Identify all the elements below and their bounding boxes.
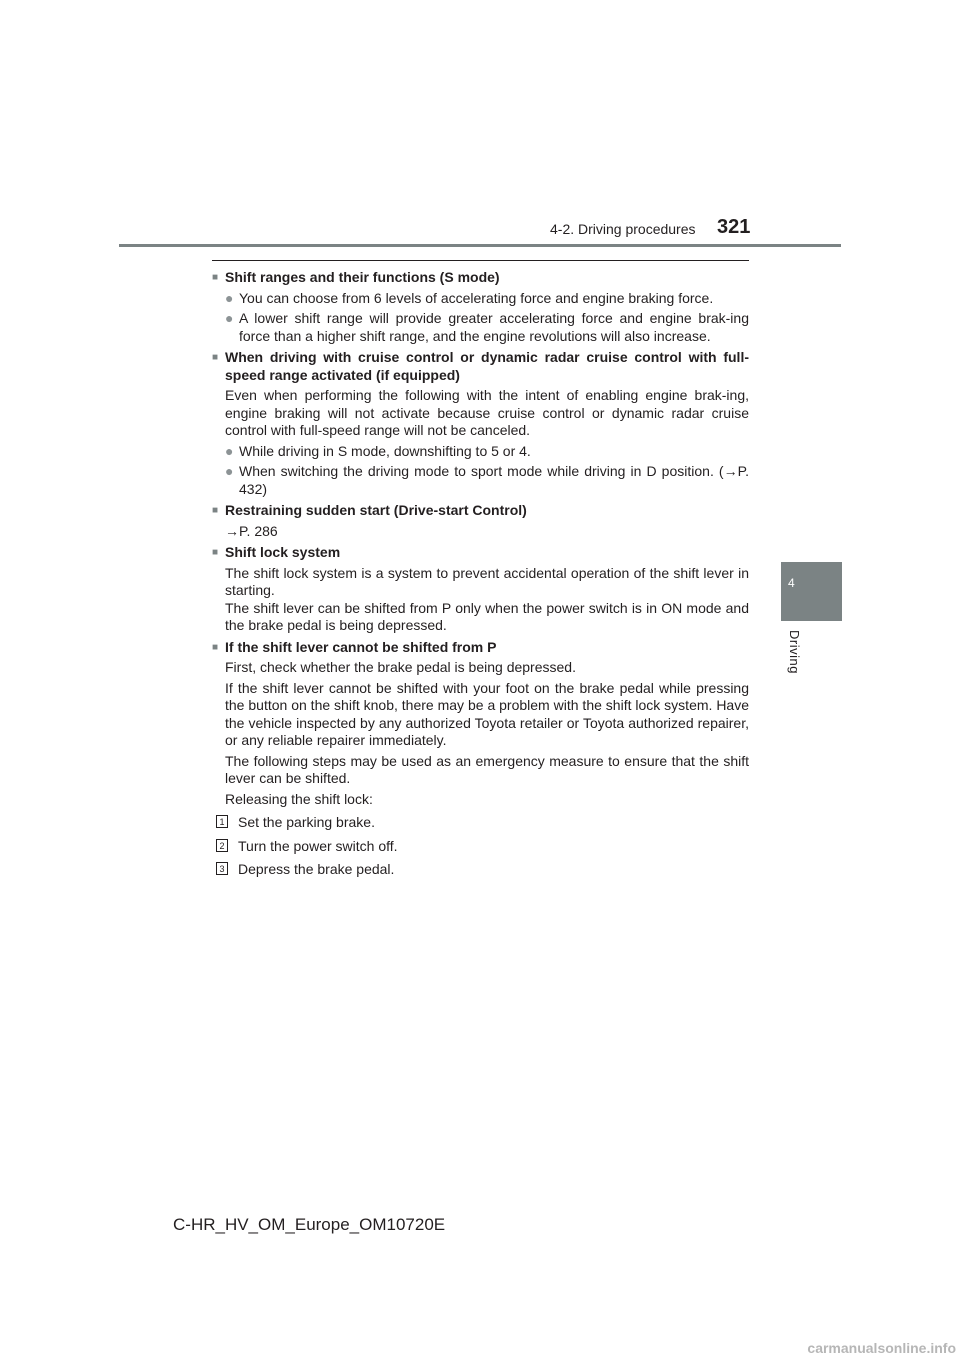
bullet-text: A lower shift range will provide greater accelerating force and engine brak-ing force than a higher shift range, and the engine revolutions will also increase.	[239, 310, 749, 344]
square-bullet-icon: ■	[212, 352, 219, 363]
circle-bullet-icon: ●	[225, 442, 234, 459]
circle-bullet-icon: ●	[225, 289, 234, 306]
step-number-badge: 1	[216, 815, 228, 828]
paragraph: If the shift lever cannot be shifted with your foot on the brake pedal while pressing the button on the shift knob, there may be a problem with the shift lock system. Have the vehicle inspected by any authorized Toyota retailer or Toyota authorized repairer, or any reliable repairer immediately.	[225, 679, 749, 748]
step-number-badge: 2	[216, 839, 228, 852]
section-heading	[212, 502, 749, 520]
step-text: Turn the power switch off.	[238, 837, 398, 854]
bullet-text: While driving in S mode, downshifting to 5 or 4.	[239, 442, 531, 459]
paragraph: First, check whether the brake pedal is being depressed.	[225, 659, 576, 675]
bullet-item	[225, 443, 749, 461]
chapter-tab	[781, 562, 842, 621]
chapter-tab-label: Driving	[787, 630, 802, 674]
step-text: Set the parking brake.	[238, 814, 375, 830]
bullet-text-with-page-link: When switching the driving mode to sport mode while driving in D position. (→P. 432)	[239, 463, 749, 497]
bullet-text: You can choose from 6 levels of accelerating force and engine braking force.	[239, 289, 714, 306]
heading-text: Shift lock system	[225, 544, 341, 560]
bullet-item	[225, 463, 749, 498]
section-title: 4-2. Driving procedures	[550, 221, 696, 237]
square-bullet-icon: ■	[212, 547, 219, 558]
watermark: carmanualsonline.info	[807, 1340, 956, 1356]
heading-text: Shift ranges and their functions (S mode)	[225, 269, 500, 285]
page-content	[212, 265, 749, 879]
square-bullet-icon: ■	[212, 505, 219, 516]
page-number: 321	[717, 216, 751, 238]
heading-text: Restraining sudden start (Drive-start Control)	[225, 502, 527, 518]
circle-bullet-icon: ●	[225, 310, 234, 326]
header-divider	[119, 244, 841, 247]
step-item	[216, 814, 749, 832]
section-heading	[212, 349, 749, 384]
paragraph: Even when performing the following with the intent of enabling engine brak-ing, engine braking will not activate because cruise control or dynamic radar cruise control with full-speed range will not be canceled.	[225, 387, 749, 438]
paragraph: The shift lever can be shifted from P only when the power switch is in ON mode and the brake pedal is being depressed.	[225, 599, 749, 633]
step-number-badge: 3	[216, 862, 228, 875]
heading-text: If the shift lever cannot be shifted from P	[225, 638, 497, 655]
step-item	[216, 838, 749, 856]
square-bullet-icon: ■	[212, 272, 219, 283]
step-item	[216, 861, 749, 879]
step-text: Depress the brake pedal.	[238, 861, 395, 877]
paragraph: The shift lock system is a system to prevent accidental operation of the shift lever in starting.	[225, 564, 749, 598]
content-divider	[212, 260, 749, 261]
section-heading	[212, 639, 749, 657]
section-heading	[212, 269, 749, 287]
section-heading	[212, 544, 749, 562]
chapter-tab-number: 4	[788, 576, 795, 590]
circle-bullet-icon: ●	[225, 463, 234, 479]
document-code: C-HR_HV_OM_Europe_OM10720E	[173, 1215, 446, 1234]
bullet-item	[225, 290, 749, 308]
page-reference: →P. 286	[225, 522, 278, 539]
bullet-item	[225, 310, 749, 345]
paragraph: The following steps may be used as an emergency measure to ensure that the shift lever can be shifted.	[225, 752, 749, 786]
square-bullet-icon: ■	[212, 641, 219, 653]
heading-text: When driving with cruise control or dynamic radar cruise control with full-speed range activated (if equipped)	[225, 349, 749, 383]
paragraph: Releasing the shift lock:	[225, 790, 373, 807]
